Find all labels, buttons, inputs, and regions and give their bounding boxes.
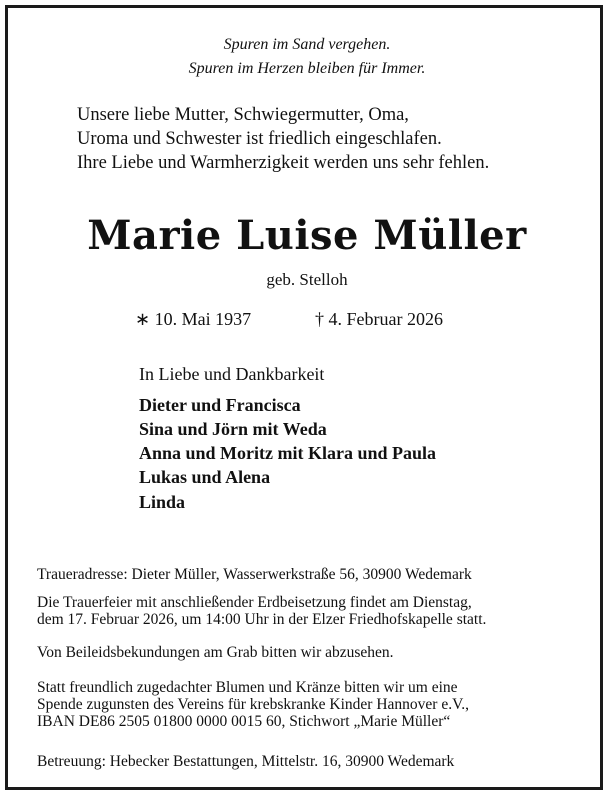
intro-line-3: Ihre Liebe und Warmherzigkeit werden uns sehr fehlen. (77, 153, 490, 173)
deceased-name: Marie Luise Müller (87, 212, 527, 259)
service-line-1: Die Trauerfeier mit anschließender Erdbeisetzung findet am Dienstag, (37, 594, 472, 611)
family-member: Lukas und Alena (139, 467, 271, 487)
donation-line-2: Spende zugunsten des Vereins für krebskranke Kinder Hannover e.V., (37, 696, 470, 713)
motto-line-1: Spuren im Sand vergehen. (223, 36, 391, 53)
family-member: Anna und Moritz mit Klara und Paula (139, 443, 437, 463)
death-date: † 4. Februar 2026 (315, 309, 443, 329)
mourning-address: Traueradresse: Dieter Müller, Wasserwerkstraße 56, 30900 Wedemark (37, 566, 472, 583)
motto-line-2: Spuren im Herzen bleiben für Immer. (188, 60, 426, 77)
donation-line-1: Statt freundlich zugedachter Blumen und Kränze bitten wir um eine (37, 679, 458, 696)
intro-line-2: Uroma und Schwester ist friedlich eingeschlafen. (77, 129, 442, 149)
family-member: Sina und Jörn mit Weda (139, 419, 327, 439)
condolence-note: Von Beileidsbekundungen am Grab bitten wir abzusehen. (37, 644, 394, 661)
donation-line-3: IBAN DE86 2505 01800 0000 0015 60, Stichwort „Marie Müller“ (37, 713, 451, 730)
service-line-2: dem 17. Februar 2026, um 14:00 Uhr in der Elzer Friedhofskapelle statt. (37, 611, 487, 628)
intro-line-1: Unsere liebe Mutter, Schwiegermutter, Oma, (77, 105, 409, 125)
family-member: Linda (139, 492, 186, 512)
birth-date: ∗ 10. Mai 1937 (135, 309, 252, 329)
undertaker: Betreuung: Hebecker Bestattungen, Mittelstr. 16, 30900 Wedemark (37, 753, 455, 770)
family-member: Dieter und Francisca (139, 395, 301, 415)
dedication: In Liebe und Dankbarkeit (139, 364, 325, 384)
birth-name: geb. Stelloh (266, 270, 348, 289)
